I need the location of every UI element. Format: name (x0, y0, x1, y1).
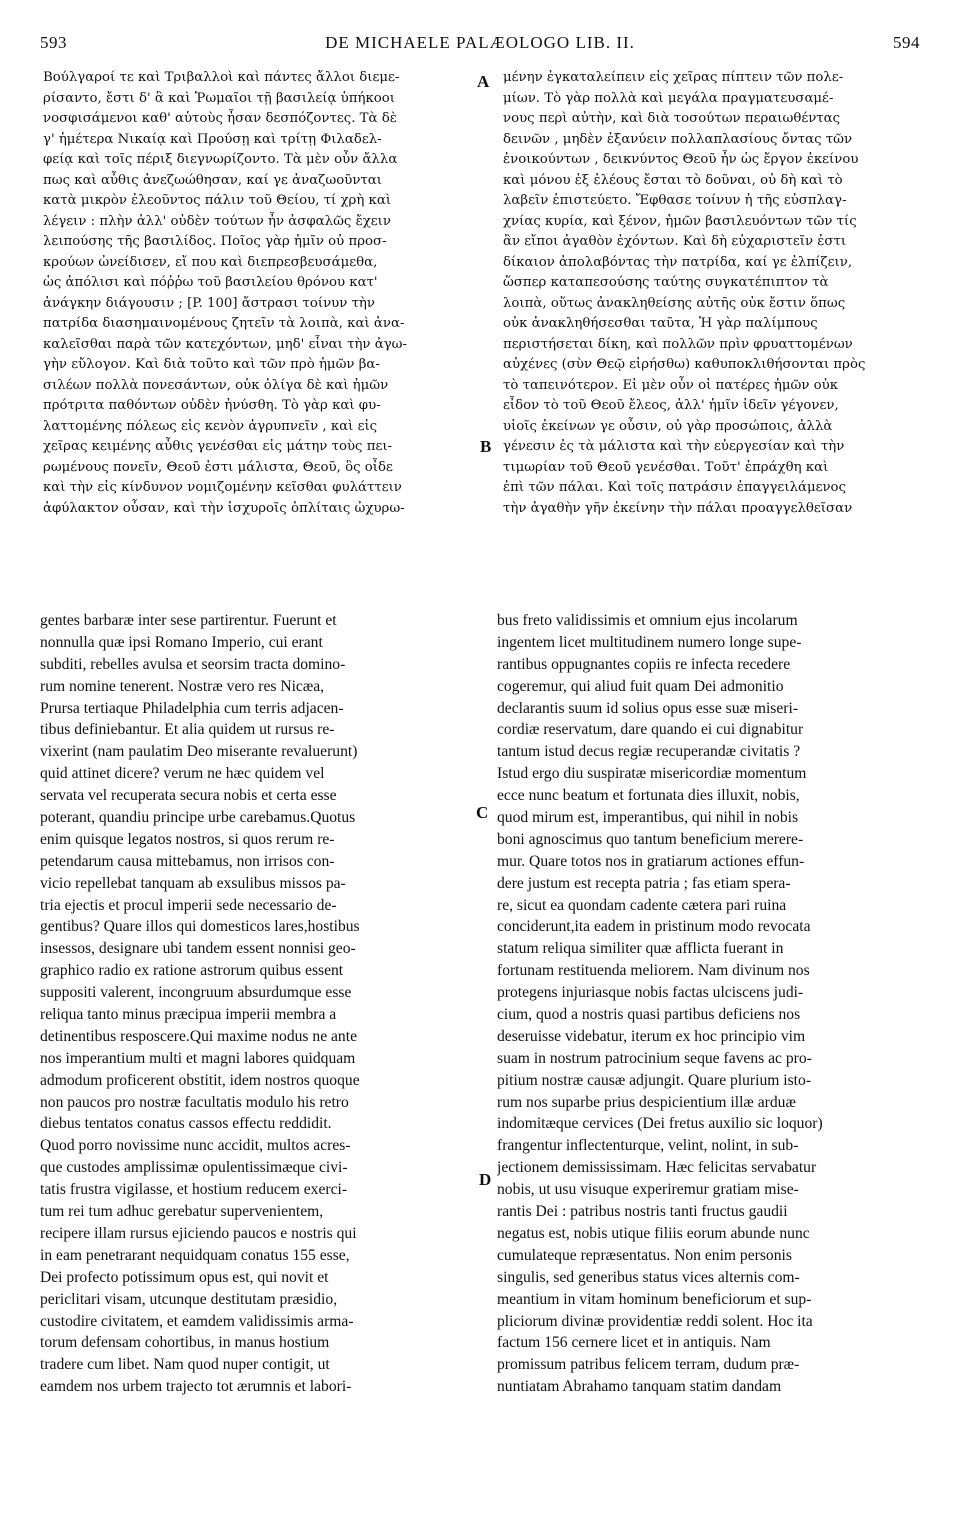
text-line: rum nomine tenerent. Nostræ vero res Nicæa, (40, 677, 325, 695)
text-line: περιστήσεται δίκη, καὶ πολλῶν πρὶν φρυαττομένων (503, 336, 853, 352)
text-line: χνίας κυρία, καὶ ξένον, ἡμῶν βασιλευόντων τῶν τίς (503, 213, 857, 229)
text-line: gentes barbaræ inter sese partirentur. Fuerunt et (40, 612, 337, 629)
text-line: Prursa tertiaque Philadelphia cum terris adjacen- (40, 699, 344, 717)
text-line: gentibus? Quare illos qui domesticos lares,hostibus (40, 918, 360, 936)
text-line: quod mirum est, imperantibus, qui nihil in nobis (497, 809, 799, 827)
text-line: καὶ μόνου ἐξ ἐλέους ἔσται τὸ δοῦναι, οὐ δὴ καὶ τὸ (503, 172, 843, 188)
margin-marker-c: C (476, 803, 489, 822)
text-line: tum rei tum adhuc gerebatur supervenientem, (40, 1203, 324, 1221)
text-line: enim quisque legatos nostros, si quos rerum re- (40, 830, 335, 848)
text-line: λαβεῖν ἐπιστεύετο. Ἔφθασε τοίνυν ἡ τῆς εὐσπλαγ- (503, 193, 847, 208)
text-line: ecce nunc beatum et fortunata dies illuxit, nobis, (497, 787, 800, 805)
text-line: οὐκ ἀνακληθήσεσθαι ταῦτα, Ἡ γὰρ παλίμπους (503, 316, 818, 331)
text-line: καὶ τὴν εἰς κίνδυνον νομιζομένην κεῖσθαι φυλάττειν (43, 480, 402, 495)
text-line: τὴν ἀγαθὴν γῆν ἐκείνην τὴν πάλαι προαγγελθεῖσαν (503, 500, 853, 516)
text-line: detinentibus resposcere.Qui maxime nodus ne ante (40, 1027, 357, 1045)
text-line: πρότριτα παθόντων οὐδὲν ἠνύσθη. Τὸ γὰρ καὶ φυ- (43, 398, 381, 413)
text-line: boni agnoscimus quo tantum beneficium merere- (497, 830, 804, 848)
text-line: petendarum causa mittebamus, non irrisos con- (40, 852, 335, 870)
text-line: ἀφύλακτον οὖσαν, καὶ τὴν ἰσχυροῖς ὁπλίταις ὠχυρω- (43, 500, 405, 516)
text-line: suppositi valerent, incongruum absurdumque esse (40, 984, 352, 1002)
text-line: mur. Quare totos nos in gratiarum actiones effun- (497, 852, 805, 870)
text-line: κρούων ὠνείδισεν, εἴ που καὶ διεπρεσβευσάμεθα, (43, 254, 378, 270)
text-line: αὐχένες (σὺν Θεῷ εἰρήσθω) καθυποκλιθήσονται πρὸς (503, 357, 866, 372)
text-line: tradere cum libet. Nam quod nuper contigit, ut (40, 1356, 330, 1374)
text-line: pitium nostræ causæ adjungit. Quare plurium isto- (497, 1071, 812, 1089)
text-line: φείᾳ καὶ τοῖς πέριξ διεγνωρίζοντο. Τὰ μὲν οὖν ἄλλα (43, 152, 398, 167)
text-line: custodire civitatem, et eamdem validissimis arma- (40, 1312, 354, 1330)
text-line: singulis, sed generibus status vices alternis com- (497, 1268, 800, 1286)
text-line: tria ejectis et procul imperii sede necessario de- (40, 896, 337, 914)
latin-column-right (497, 610, 929, 1398)
text-line: indomitæque cervices (Dei fretus auxilio sic loquor) (497, 1115, 823, 1133)
text-line: servata vel recuperata secura nobis et certa esse (40, 787, 337, 805)
page-number-left: 593 (40, 33, 67, 52)
text-line: insessos, designare ubi tandem essent nonnisi geo- (40, 940, 356, 958)
text-line: πως καὶ αὖθις ἀνεζωώθησαν, καί γε ἀναζωοῦνται (43, 172, 382, 188)
text-line: μένην ἐγκαταλείπειν εἰς χεῖρας πίπτειν τῶν πολε- (503, 70, 844, 85)
text-line: ρωμένους πονεῖν, Θεοῦ ἐστι μάλιστα, Θεοῦ, ὃς οἶδε (43, 459, 393, 475)
text-line: tatis frustra vigilasse, et hostium reducem exerci- (40, 1181, 348, 1199)
text-line: cordiæ reservatum, dare quando ei cui dignabitur (497, 721, 804, 739)
text-line: γὴν εὔλογον. Καὶ διὰ τοῦτο καὶ τῶν πρὸ ἡμῶν βα- (43, 357, 380, 372)
text-line: factum 156 cernere licet et in antiquis. Nam (497, 1334, 771, 1352)
text-line: periclitari visam, utcunque destitutam præsidio, (40, 1290, 338, 1308)
text-line: τὸ ταπεινότερον. Εἰ μὲν οὖν οἱ πατέρες ἡμῶν οὐκ (503, 377, 839, 393)
text-line: torum defensam cohortibus, in manus hostium (40, 1334, 330, 1352)
text-line: γ' ἡμέτερα Νικαίᾳ καὶ Προύσῃ καὶ τρίτῃ Φιλαδελ- (43, 131, 382, 147)
text-line: ρίσαντο, ἔστι δ' ἃ καὶ Ῥωμαῖοι τῇ βασιλείᾳ ὑπήκοοι (43, 90, 396, 106)
text-line: χεῖρας κειμένης αὖθις γενέσθαι εἰς μάτην τοὺς πει- (43, 439, 393, 454)
text-line: nonnulla quæ ipsi Romano Imperio, cui erant (40, 633, 323, 651)
text-line: vicio repellebat tanquam ab exsulibus missos pa- (40, 874, 346, 892)
text-line: reliqua tanto minus præcipua imperii membra a (40, 1006, 337, 1024)
text-line: tibus definiebantur. Et alia quidem ut rursus re- (40, 721, 335, 739)
text-line: cogeremur, qui aliud fuit quam Dei admonitio (497, 677, 784, 695)
margin-marker-d: D (479, 1170, 492, 1189)
page-number-right: 594 (893, 33, 920, 52)
text-line: re, sicut ea quondam cadente cætera pari ruina (497, 896, 787, 914)
text-line: ἐπὶ τῶν πάλαι. Καὶ τοῖς πατράσιν ἐπαγγειλάμενος (503, 480, 847, 495)
text-line: tantum istud decus regiæ recuperandæ civitatis ? (497, 743, 801, 761)
text-line: meantium in vitam hominum beneficiorum et sup- (497, 1290, 812, 1308)
text-line: nuntiatam Abrahamo tanquam statim dandam (497, 1378, 782, 1396)
text-line: ὥσπερ καταπεσούσης ταύτης συγκατέπιπτον τὰ (503, 275, 829, 290)
text-line: quid attinet dicere? verum ne hæc quidem vel (40, 765, 325, 783)
text-line: deseruisse videbatur, iterum ex hoc principio vim (497, 1027, 806, 1045)
text-line: cium, quod a nostris quasi partibus deficiens nos (497, 1006, 801, 1024)
text-line: rantibus oppugnantes copiis re infecta recedere (497, 655, 791, 673)
text-line: negatus est, nobis utique filiis eorum abunde nunc (497, 1224, 810, 1242)
latin-column-left (40, 610, 470, 1398)
text-line: graphico radio ex ratione astrorum quibus essent (40, 962, 344, 980)
text-line: κατὰ μικρὸν ἐλεοῦντος πάλιν τοῦ Θείου, τί χρὴ καὶ (43, 193, 392, 208)
margin-marker-b: B (480, 437, 492, 456)
text-line: μίων. Τὸ γὰρ πολλὰ καὶ μεγάλα πραγματευσαμέ- (503, 90, 834, 106)
text-line: δίκαιον ἀπολαβόντας τὴν πατρίδα, καί γε ἐλπίζειν, (503, 254, 853, 270)
text-line: conciderunt,ita eadem in pristinum modo revocata (497, 918, 811, 936)
text-line: Βούλγαροί τε καὶ Τριβαλλοὶ καὶ πάντες ἄλλοι διεμε- (43, 70, 400, 85)
text-line: ἂν εἴποι ἀγαθὸν ἐχόντων. Καὶ δὴ εὐχαριστεῖν ἐστι (503, 234, 847, 249)
text-line: statum reliqua similiter quæ afflicta fuerant in (497, 940, 784, 958)
text-line: εἶδον τὸ τοῦ Θεοῦ ἔλεος, ἀλλ' ἡμῖν ἰδεῖν γέγονεν, (503, 398, 839, 413)
text-line: Quod porro novissime nunc accidit, multos acres- (40, 1137, 351, 1155)
text-line: dere justum est recepta patria ; fas etiam spera- (497, 874, 791, 892)
text-line: rum nos suparbe prius despicientium illæ arduæ (497, 1093, 796, 1111)
text-line: nobis, ut usu visuque experiremur gratiam mise- (497, 1181, 799, 1199)
text-line: τιμωρίαν τοῦ Θεοῦ γενέσθαι. Τοῦτ' ἐπράχθη καὶ (503, 459, 829, 475)
text-line: vixerint (nam paulatim Deo miserante revaluerunt) (40, 743, 358, 761)
text-line: ἀνάγκην διάγουσιν ; [P. 100] ἄστρασι τοίνυν τὴν (43, 295, 375, 311)
text-line: πατρίδα διασημαινομένους ζητεῖν τὰ λοιπὰ, καὶ ἀνα- (43, 316, 405, 331)
text-line: γένεσιν ἐς τὰ μάλιστα καὶ τὴν εὐεργεσίαν καὶ τὴν (503, 439, 845, 454)
text-line: promissum patribus felicem terram, dudum præ- (497, 1356, 800, 1374)
text-line: eamdem nos urbem trajecto tot ærumnis et labori- (40, 1378, 352, 1396)
text-line: poterant, quandiu principe urbe carebamus.Quotus (40, 809, 356, 827)
margin-marker-a: A (477, 72, 490, 91)
text-line: frangentur inflectenturque, velint, nolint, in sub- (497, 1137, 799, 1155)
text-line: καλεῖσθαι παρὰ τῶν κατεχόντων, μηδ' εἶναι τὴν ἀγω- (43, 336, 407, 352)
text-line: νοσφισάμενοι καθ' αὑτοὺς ἦσαν δεσπόζοντες. Τὰ δὲ (43, 111, 397, 126)
text-line: Istud ergo diu suspiratæ misericordiæ momentum (497, 765, 807, 783)
text-line: admodum proficerent obstitit, idem nostros quoque (40, 1071, 360, 1089)
text-line: Dei profecto potissimum opus est, qui novit et (40, 1268, 329, 1286)
text-line: jectionem demississimam. Hæc felicitas servabatur (497, 1159, 817, 1177)
running-header (40, 33, 920, 57)
text-line: suam in nostrum patrocinium seque favens ac pro- (497, 1049, 812, 1067)
greek-column-left (43, 68, 470, 519)
text-line: λειπούσης τῆς βασιλίδος. Ποῖος γὰρ ἡμῖν οὐ προσ- (43, 234, 387, 249)
text-line: protegens injuriasque nobis factas ulciscens judi- (497, 984, 804, 1002)
text-line: cumulateque repræsentatus. Non enim personis (497, 1246, 792, 1264)
text-line: υἱοῖς ἐκείνων γε οὖσιν, οὐ γὰρ προσώποις, ἀλλὰ (503, 418, 833, 434)
text-line: fortunam restituenda meliorem. Nam divinum nos (497, 962, 810, 980)
text-line: nos imperantium multi et magni labores quidquam (40, 1049, 356, 1067)
text-line: νους περὶ αὐτὴν, καὶ διὰ τοσούτων περαιωθέντας (503, 111, 841, 126)
text-line: in eam penetrarant nequidquam conatus 155 esse, (40, 1246, 350, 1264)
text-line: σιλέων πολλὰ πονεσάντων, οὐκ ὀλίγα δὲ καὶ ἡμῶν (43, 377, 389, 393)
text-line: rantis Dei : patribus nostris tanti fructus gaudii (497, 1203, 788, 1221)
text-line: ὡς ἀπόλισι καὶ πόῤῥω τοῦ βασιλείου θρόνου κατ' (43, 275, 378, 290)
text-line: λαττομένης πόλεως εἰς κενὸν ἀγρυπνεῖν , καὶ εἰς (43, 418, 378, 434)
text-line: que custodes amplissimæ opulentissimæque civi- (40, 1159, 348, 1177)
text-line: declarantis suum id solius opus esse suæ miseri- (497, 699, 799, 717)
greek-column-right (503, 68, 929, 519)
text-line: pliciorum divinæ providentiæ reddi solent. Hoc ita (497, 1312, 813, 1330)
running-title: DE MICHAELE PALÆOLOGO LIB. II. (325, 33, 635, 52)
text-line: recipere illam rursus ejiciendo paucos e nostris qui (40, 1224, 357, 1242)
text-line: λέγειν : πλὴν ἀλλ' οὐδὲν τούτων ἦν ἀσφαλῶς ἔχειν (43, 213, 391, 229)
text-line: non paucos pro nostræ facultatis modulo his retro (40, 1093, 349, 1111)
text-line: diebus tentatos conatus cassos effectu reddidit. (40, 1115, 332, 1133)
text-line: bus freto validissimis et omnium ejus incolarum (497, 612, 798, 629)
text-line: δεινῶν , μηδὲν ἐξανύειν πολλαπλασίους ὄντας τῶν (503, 131, 853, 147)
text-line: ingentem licet multitudinem numero longe supe- (497, 633, 802, 651)
text-line: subditi, rebelles avulsa et seorsim tracta domino- (40, 655, 346, 673)
text-line: ἐνοικούντων , δεικνύντος Θεοῦ ἦν ὡς ἔργον ἐκείνου (503, 152, 859, 167)
text-line: λοιπὰ, οὕτως ἀνακληθείσης αὐτῆς οὐκ ἔστιν ὅπως (503, 295, 846, 311)
